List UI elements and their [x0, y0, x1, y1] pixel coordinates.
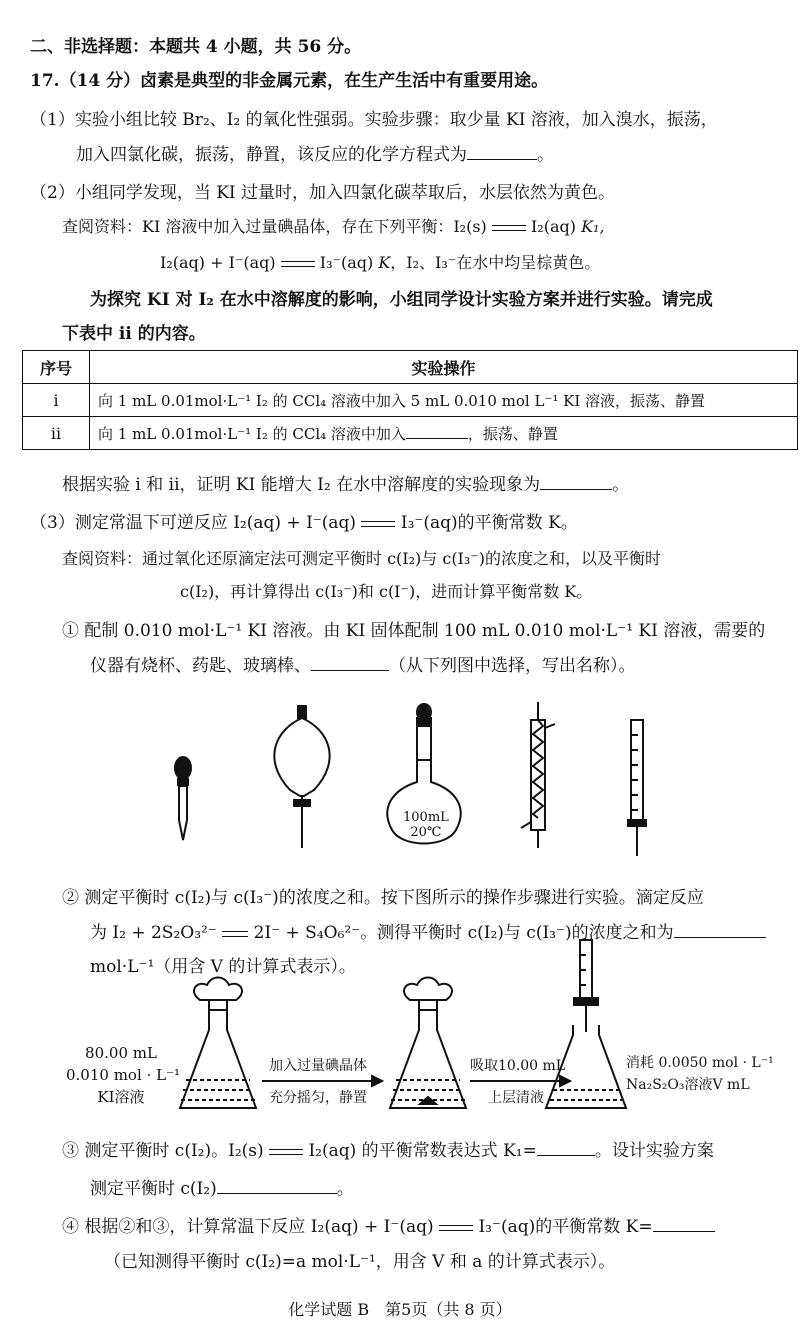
equilibrium-arrow — [269, 1147, 303, 1157]
p1-line1: （1）实验小组比较 Br₂、I₂ 的氧化性强弱。实验步骤：取少量 KI 溶液，加入溴水，振荡， — [30, 110, 718, 130]
diagram-solution: KI溶液 — [97, 1088, 145, 1106]
q17-intro: 17.（14 分）卤素是典型的非金属元素，在生产生活中有重要用途。 — [30, 71, 549, 91]
dropper-icon — [175, 757, 191, 840]
p2-line1: （2）小组同学发现，当 KI 过量时，加入四氯化碳萃取后，水层依然为黄色。 — [30, 183, 616, 203]
step3-line1-suffix: 。设计实验方案 — [594, 1141, 714, 1161]
header-op: 实验操作 — [90, 351, 798, 384]
answer-blank-7[interactable] — [217, 1177, 337, 1194]
step3-line1-mid: I₂(aq) 的平衡常数表达式 K₁= — [308, 1141, 537, 1161]
row-op: 向 1 mL 0.01mol·L⁻¹ I₂ 的 CCl₄ 溶液中加入 5 mL 0.010 mol L⁻¹ KI 溶液，振荡、静置 — [90, 384, 798, 417]
flask-label-temp: 20℃ — [410, 825, 442, 840]
section-header: 二、非选择题：本题共 4 小题，共 56 分。 — [30, 37, 362, 57]
row-seq: i — [23, 384, 90, 417]
diagram-concentration: 0.010 mol · L⁻¹ — [66, 1066, 180, 1084]
diagram-titrant: Na₂S₂O₃溶液V mL — [626, 1077, 750, 1093]
step3-line1-prefix: ③ 测定平衡时 c(I₂)。I₂(s) — [62, 1141, 264, 1161]
p2-info2-prefix: I₂(aq) + I⁻(aq) — [160, 253, 276, 272]
arrow2-bottom-label: 上层清液 — [488, 1090, 544, 1106]
step3-line2-prefix: 测定平衡时 c(I₂) — [90, 1179, 217, 1199]
p1-line2: 加入四氯化碳，振荡，静置，该反应的化学方程式为 。 — [76, 145, 554, 165]
equals-arrow — [222, 929, 248, 939]
p2-info2-suffix: ，I₂、I₃⁻在水中均呈棕黄色。 — [390, 253, 601, 272]
arrow1-bottom-label: 充分摇匀，静置 — [269, 1090, 367, 1106]
p2-conclusion: 根据实验 i 和 ii，证明 KI 能增大 I₂ 在水中溶解度的实验现象为 。 — [62, 475, 630, 495]
p3-info-line1: 查阅资料：通过氧化还原滴定法可测定平衡时 c(I₂)与 c(I₃⁻)的浓度之和，以及平衡时 — [62, 549, 661, 568]
p2-design-line1: 为探究 KI 对 I₂ 在水中溶解度的影响，小组同学设计实验方案并进行实验。请完成 — [90, 290, 713, 310]
row-op-prefix: 向 1 mL 0.01mol·L⁻¹ I₂ 的 CCl₄ 溶液中加入 — [98, 425, 406, 443]
conical-flask-2-icon — [390, 978, 466, 1109]
p2-info1-k: K₁, — [581, 217, 605, 236]
step2-line2 — [90, 921, 766, 944]
row-op-suffix: ，振荡、静置 — [467, 425, 558, 443]
row-seq: ii — [23, 417, 90, 450]
step3-line2: 测定平衡时 c(I₂) 。 — [90, 1179, 354, 1199]
answer-blank-5[interactable] — [674, 921, 766, 938]
step1-line2-prefix: 仪器有烧杯、药匙、玻璃棒、 — [90, 656, 311, 676]
step4-line1-prefix: ④ 根据②和③，计算常温下反应 I₂(aq) + I⁻(aq) — [62, 1217, 434, 1237]
equilibrium-arrow — [439, 1223, 473, 1233]
step1-line2-suffix: （从下列图中选择，写出名称）。 — [389, 656, 636, 676]
p2-info2-mid: I₃⁻(aq) — [319, 253, 374, 272]
diagram-left-label — [66, 1042, 180, 1108]
process-arrow-1 — [262, 1076, 382, 1086]
step3-line1 — [62, 1139, 714, 1162]
diagram-consumption: 消耗 0.0050 mol · L⁻¹ — [626, 1055, 774, 1071]
buret-titration-icon — [546, 940, 626, 1108]
p2-design-line2: 下表中 ii 的内容。 — [62, 324, 206, 344]
p2-info2-k: K — [378, 253, 391, 272]
p3-line1-prefix: （3）测定常温下可逆反应 I₂(aq) + I⁻(aq) — [30, 513, 357, 533]
header-seq: 序号 — [23, 351, 90, 384]
p2-info1-suffix: I₂(aq) — [530, 217, 576, 236]
step2-line2-prefix: 为 I₂ + 2S₂O₃²⁻ — [90, 923, 217, 943]
p3-info-line2: c(I₂)，再计算得出 c(I₃⁻)和 c(I⁻)，进而计算平衡常数 K。 — [180, 582, 593, 601]
step4-line2: （已知测得平衡时 c(I₂)=a mol·L⁻¹，用含 V 和 a 的计算式表示）。 — [104, 1252, 616, 1272]
arrow1-top-label: 加入过量碘晶体 — [269, 1058, 367, 1074]
step2-line2-mid: 2I⁻ + S₄O₆²⁻。测得平衡时 c(I₂)与 c(I₃⁻)的浓度之和为 — [253, 923, 674, 943]
conical-flask-1-icon — [180, 978, 256, 1109]
step2-line3: mol·L⁻¹（用含 V 的计算式表示）。 — [90, 957, 356, 977]
p1-line2-text: 加入四氯化碳，振荡，静置，该反应的化学方程式为 — [76, 145, 467, 165]
p2-conclusion-text: 根据实验 i 和 ii，证明 KI 能增大 I₂ 在水中溶解度的实验现象为 — [62, 475, 541, 495]
step4-line1-suffix: I₃⁻(aq)的平衡常数 K= — [478, 1217, 653, 1237]
step4-line1 — [62, 1215, 715, 1238]
answer-blank-8[interactable] — [653, 1215, 715, 1232]
step2-line1: ② 测定平衡时 c(I₂)与 c(I₃⁻)的浓度之和。按下图所示的操作步骤进行实验。滴定反应 — [62, 888, 704, 908]
condenser-icon — [521, 702, 555, 848]
p2-info1-prefix: 查阅资料：KI 溶液中加入过量碘晶体，存在下列平衡：I₂(s) — [62, 217, 487, 236]
p3-line1-suffix: I₃⁻(aq)的平衡常数 K。 — [400, 513, 578, 533]
flask-label — [403, 810, 449, 840]
arrow2-top-label: 吸取10.00 mL — [470, 1058, 566, 1074]
page-footer: 化学试题 B 第5页（共 8 页） — [288, 1300, 512, 1319]
answer-blank-6[interactable] — [537, 1139, 595, 1156]
diagram-volume: 80.00 mL — [85, 1044, 157, 1062]
step1-line1: ① 配制 0.010 mol·L⁻¹ KI 溶液。由 KI 固体配制 100 mL 0.010 mol·L⁻¹ KI 溶液，需要的 — [62, 621, 766, 641]
flask-label-volume: 100mL — [403, 810, 449, 825]
diagram-right-label — [626, 1052, 786, 1096]
separatory-funnel-icon — [274, 706, 329, 848]
graduated-tube-icon — [628, 720, 646, 856]
